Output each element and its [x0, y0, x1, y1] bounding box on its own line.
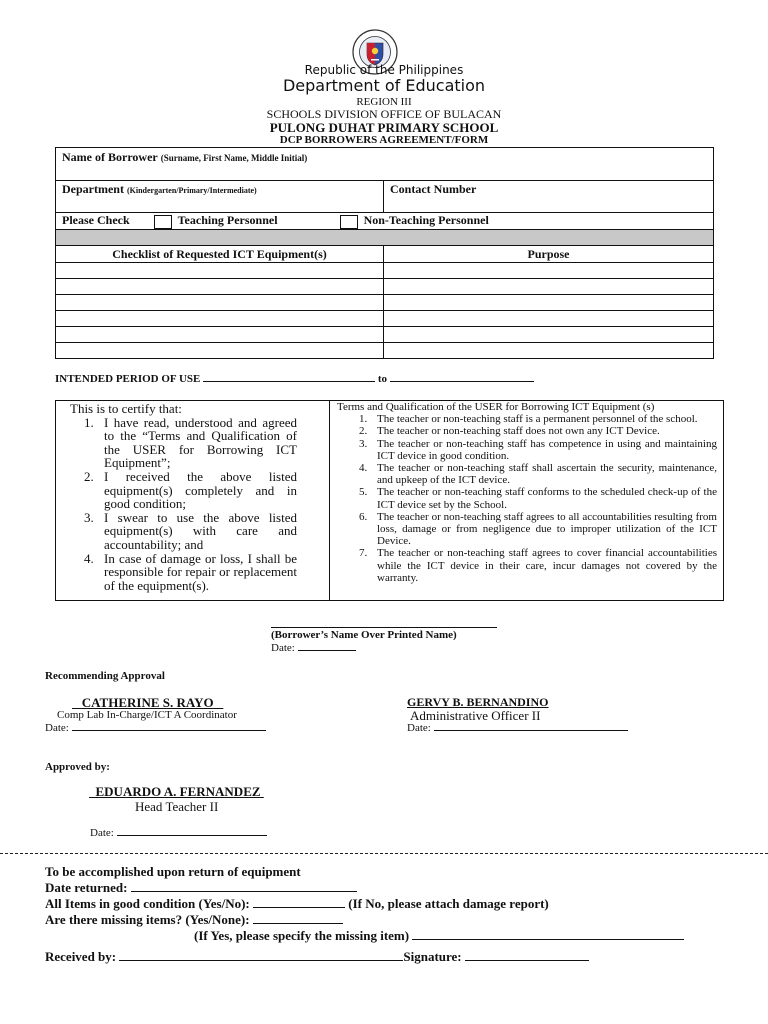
- date-returned-label: Date returned:: [45, 880, 128, 895]
- borrower-signature-line[interactable]: [271, 627, 497, 628]
- rayo-date-row: [45, 722, 266, 734]
- equipment-cell[interactable]: [56, 279, 384, 295]
- approved-by-label: Approved by:: [45, 761, 110, 773]
- missing-items-field[interactable]: [253, 923, 343, 924]
- borrower-name-cell[interactable]: [56, 148, 714, 181]
- purpose-cell[interactable]: [384, 343, 714, 359]
- bernandino-name: GERVY B. BERNANDINO: [407, 695, 549, 709]
- region-line: REGION III: [356, 96, 412, 108]
- date-label: Date:: [271, 642, 295, 654]
- certify-box: [55, 400, 330, 601]
- fernandez-name: EDUARDO A. FERNANDEZ: [95, 784, 261, 799]
- borrower-date-row: [271, 642, 356, 654]
- list-item: 7. The teacher or non-teaching staff agrees to cover financial accountabilities while the ICT device in their care, incur damages not covered by the warranty.: [359, 547, 717, 584]
- received-by-field[interactable]: [119, 960, 403, 961]
- purpose-cell[interactable]: [384, 327, 714, 343]
- signature-field[interactable]: [465, 960, 589, 961]
- teaching-checkbox[interactable]: [154, 215, 172, 229]
- purpose-cell[interactable]: [384, 279, 714, 295]
- list-item: 5. The teacher or non-teaching staff conforms to the scheduled check-up of the ICT device set by the School.: [359, 486, 717, 511]
- purpose-cell[interactable]: [384, 263, 714, 279]
- department-cell[interactable]: [56, 181, 384, 213]
- table-row: [56, 343, 714, 359]
- fernandez-title: Head Teacher II: [135, 799, 219, 814]
- list-item: 6. The teacher or non-teaching staff agrees to all accountabilities resulting from loss, damage or from negligence due to improper utilization of the ICT Device.: [359, 510, 717, 548]
- if-yes-note: (If Yes, please specify the missing item): [194, 928, 410, 943]
- return-heading: To be accomplished upon return of equipment: [45, 864, 301, 879]
- period-to-label: to: [377, 373, 388, 385]
- list-item: 4. In case of damage or loss, I shall be responsible for repair or replacement of the equipment(s).: [84, 550, 297, 593]
- checklist-header: Checklist of Requested ICT Equipment(s): [56, 246, 384, 263]
- return-section: [45, 864, 684, 965]
- list-item: 3. I swear to use the above listed equipment(s) with care and accountability; and: [84, 509, 297, 552]
- division-line: SCHOOLS DIVISION OFFICE OF BULACAN: [266, 107, 502, 121]
- bernandino-date-field[interactable]: [434, 730, 628, 731]
- fernandez-date-row: [90, 827, 267, 839]
- date-label: Date:: [90, 827, 114, 839]
- rayo-date-field[interactable]: [72, 730, 266, 731]
- department-label: Department: [62, 182, 124, 196]
- non-teaching-checkbox[interactable]: [340, 215, 358, 229]
- table-row: [56, 279, 714, 295]
- good-condition-label: All Items in good condition (Yes/No):: [45, 896, 250, 911]
- table-row: [56, 295, 714, 311]
- good-condition-field[interactable]: [253, 907, 345, 908]
- equipment-cell[interactable]: [56, 311, 384, 327]
- signature-label: Signature:: [403, 949, 462, 964]
- list-item: 4. The teacher or non-teaching staff shall ascertain the security, maintenance, and upkeep of the ICT device.: [359, 462, 717, 487]
- intended-period-label: INTENDED PERIOD OF USE: [55, 373, 201, 385]
- school-name: PULONG DUHAT PRIMARY SCHOOL: [269, 120, 499, 135]
- table-row: [56, 327, 714, 343]
- if-no-note: (If No, please attach damage report): [348, 896, 549, 911]
- date-returned-field[interactable]: [131, 891, 357, 892]
- list-item: 1. The teacher or non-teaching staff is a permanent personnel of the school.: [359, 413, 698, 426]
- period-end-field[interactable]: [390, 381, 534, 382]
- list-item: 1. I have read, understood and agreed to the “Terms and Qualification of the USER for Borrowing ICT Equipment”;: [84, 414, 297, 471]
- purpose-cell[interactable]: [384, 295, 714, 311]
- table-row: [56, 311, 714, 327]
- borrower-label: Name of Borrower: [62, 150, 158, 164]
- list-item: 2. I received the above listed equipment(s) completely and in good condition;: [84, 468, 297, 512]
- recommending-label: Recommending Approval: [45, 670, 165, 682]
- borrower-table: [55, 147, 714, 359]
- date-label: Date:: [407, 722, 431, 734]
- equipment-cell[interactable]: [56, 295, 384, 311]
- missing-items-label: Are there missing items? (Yes/None):: [45, 912, 250, 927]
- certify-intro: This is to certify that:: [70, 401, 182, 416]
- missing-item-detail-field[interactable]: [412, 939, 684, 940]
- equipment-cell[interactable]: [56, 343, 384, 359]
- terms-box: [329, 400, 724, 601]
- rayo-title: Comp Lab In-Charge/ICT A Coordinator: [57, 709, 237, 721]
- borrower-hint: (Surname, First Name, Middle Initial): [160, 153, 308, 163]
- republic-line: Republic of the Philippines: [304, 63, 464, 77]
- purpose-header: Purpose: [384, 246, 714, 263]
- personnel-check-row: [56, 213, 714, 230]
- bernandino-title: Administrative Officer II: [410, 708, 541, 723]
- cut-line-divider: [0, 853, 768, 854]
- borrower-date-field[interactable]: [298, 650, 356, 651]
- equipment-cell[interactable]: [56, 263, 384, 279]
- borrower-caption: (Borrower’s Name Over Printed Name): [271, 629, 457, 641]
- bernandino-date-row: [407, 722, 628, 734]
- rayo-name: CATHERINE S. RAYO: [81, 695, 214, 710]
- list-item: 2. The teacher or non-teaching staff does not own any ICT Device.: [359, 425, 660, 438]
- received-by-label: Received by:: [45, 949, 117, 964]
- please-check-label: Please Check: [62, 213, 130, 228]
- date-label: Date:: [45, 722, 69, 734]
- gray-divider-row: [56, 230, 714, 246]
- teaching-label: Teaching Personnel: [177, 213, 278, 228]
- department-hint: (Kindergarten/Primary/Intermediate): [126, 186, 257, 195]
- period-start-field[interactable]: [203, 381, 375, 382]
- intended-period-row: [55, 373, 534, 385]
- form-title: DCP BORROWERS AGREEMENT/FORM: [279, 134, 489, 146]
- terms-title: Terms and Qualification of the USER for Borrowing ICT Equipment (s): [337, 401, 655, 413]
- contact-cell[interactable]: [384, 181, 714, 213]
- fernandez-date-field[interactable]: [117, 835, 267, 836]
- contact-label: Contact Number: [390, 182, 477, 196]
- list-item: 3. The teacher or non-teaching staff has competence in using and maintaining ICT device in good condition.: [359, 437, 717, 462]
- table-row: [56, 263, 714, 279]
- equipment-cell[interactable]: [56, 327, 384, 343]
- department-title: Department of Education: [282, 76, 486, 95]
- purpose-cell[interactable]: [384, 311, 714, 327]
- non-teaching-label: Non-Teaching Personnel: [363, 213, 489, 228]
